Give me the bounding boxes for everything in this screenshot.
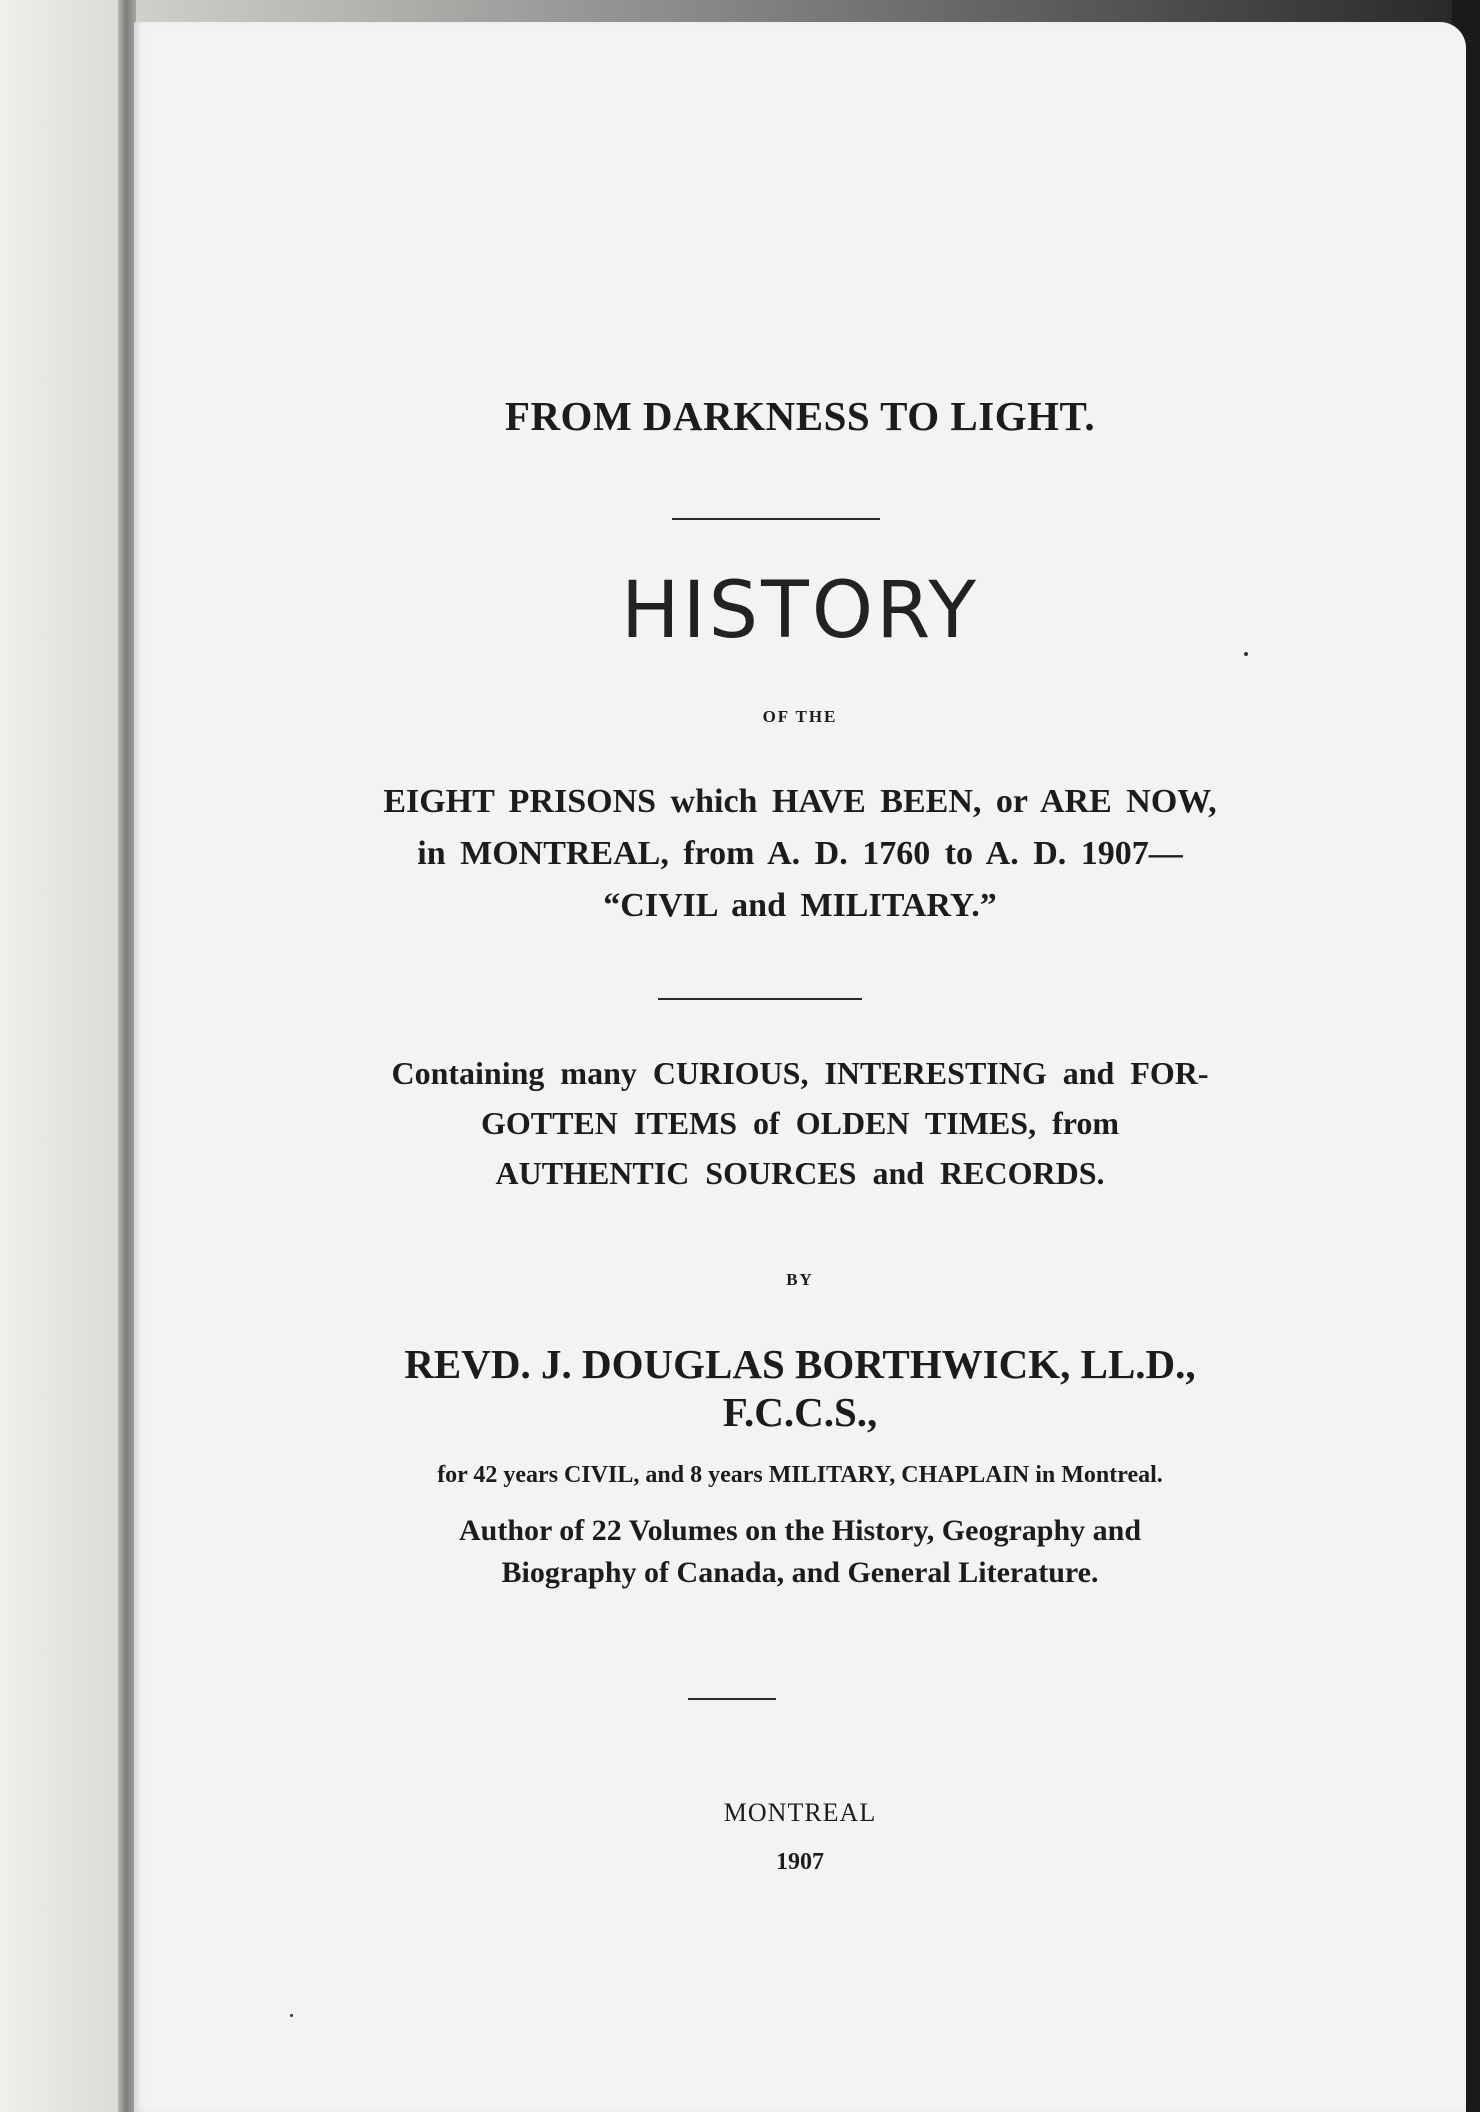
author-service: for 42 years CIVIL, and 8 years MILITARY, CHAPLAIN in Montreal. xyxy=(437,1462,1163,1488)
subtitle-line-2: in MONTREAL, from A. D. 1760 to A. D. 1907— xyxy=(417,835,1183,872)
author-works-line-1: Author of 22 Volumes on the History, Geography and xyxy=(458,1514,1142,1547)
description-line-1: Containing many CURIOUS, INTERESTING and FOR- xyxy=(391,1055,1209,1091)
scan-speck xyxy=(290,2014,293,2017)
imprint-place: MONTREAL xyxy=(723,1798,877,1827)
divider-rule-2 xyxy=(658,998,862,1000)
author-works-block xyxy=(134,1510,1466,1594)
subtitle-block xyxy=(134,776,1466,932)
author-works-line-2: Biography of Canada, and General Literature. xyxy=(501,1556,1099,1589)
subtitle-line-3: “CIVIL and MILITARY.” xyxy=(603,887,997,924)
main-title: HISTORY xyxy=(620,566,980,656)
description-line-3: AUTHENTIC SOURCES and RECORDS. xyxy=(495,1155,1105,1191)
author-block xyxy=(134,1340,1466,1436)
pre-title: FROM DARKNESS TO LIGHT. xyxy=(504,393,1096,439)
description-line-2: GOTTEN ITEMS of OLDEN TIMES, from xyxy=(480,1105,1119,1141)
divider-rule-1 xyxy=(672,518,880,520)
imprint-year: 1907 xyxy=(776,1849,824,1875)
divider-rule-3 xyxy=(688,1698,776,1700)
subtitle-line-1: EIGHT PRISONS which HAVE BEEN, or ARE NOW, xyxy=(383,783,1217,820)
description-block xyxy=(134,1048,1466,1198)
author-credentials: F.C.C.S., xyxy=(722,1389,878,1435)
facing-page-edge xyxy=(0,0,132,2112)
author-name: REVD. J. DOUGLAS BORTHWICK, LL.D., xyxy=(404,1341,1196,1387)
of-the-label: OF THE xyxy=(762,707,838,726)
scan-speck xyxy=(1244,652,1248,656)
by-label: BY xyxy=(786,1270,814,1289)
